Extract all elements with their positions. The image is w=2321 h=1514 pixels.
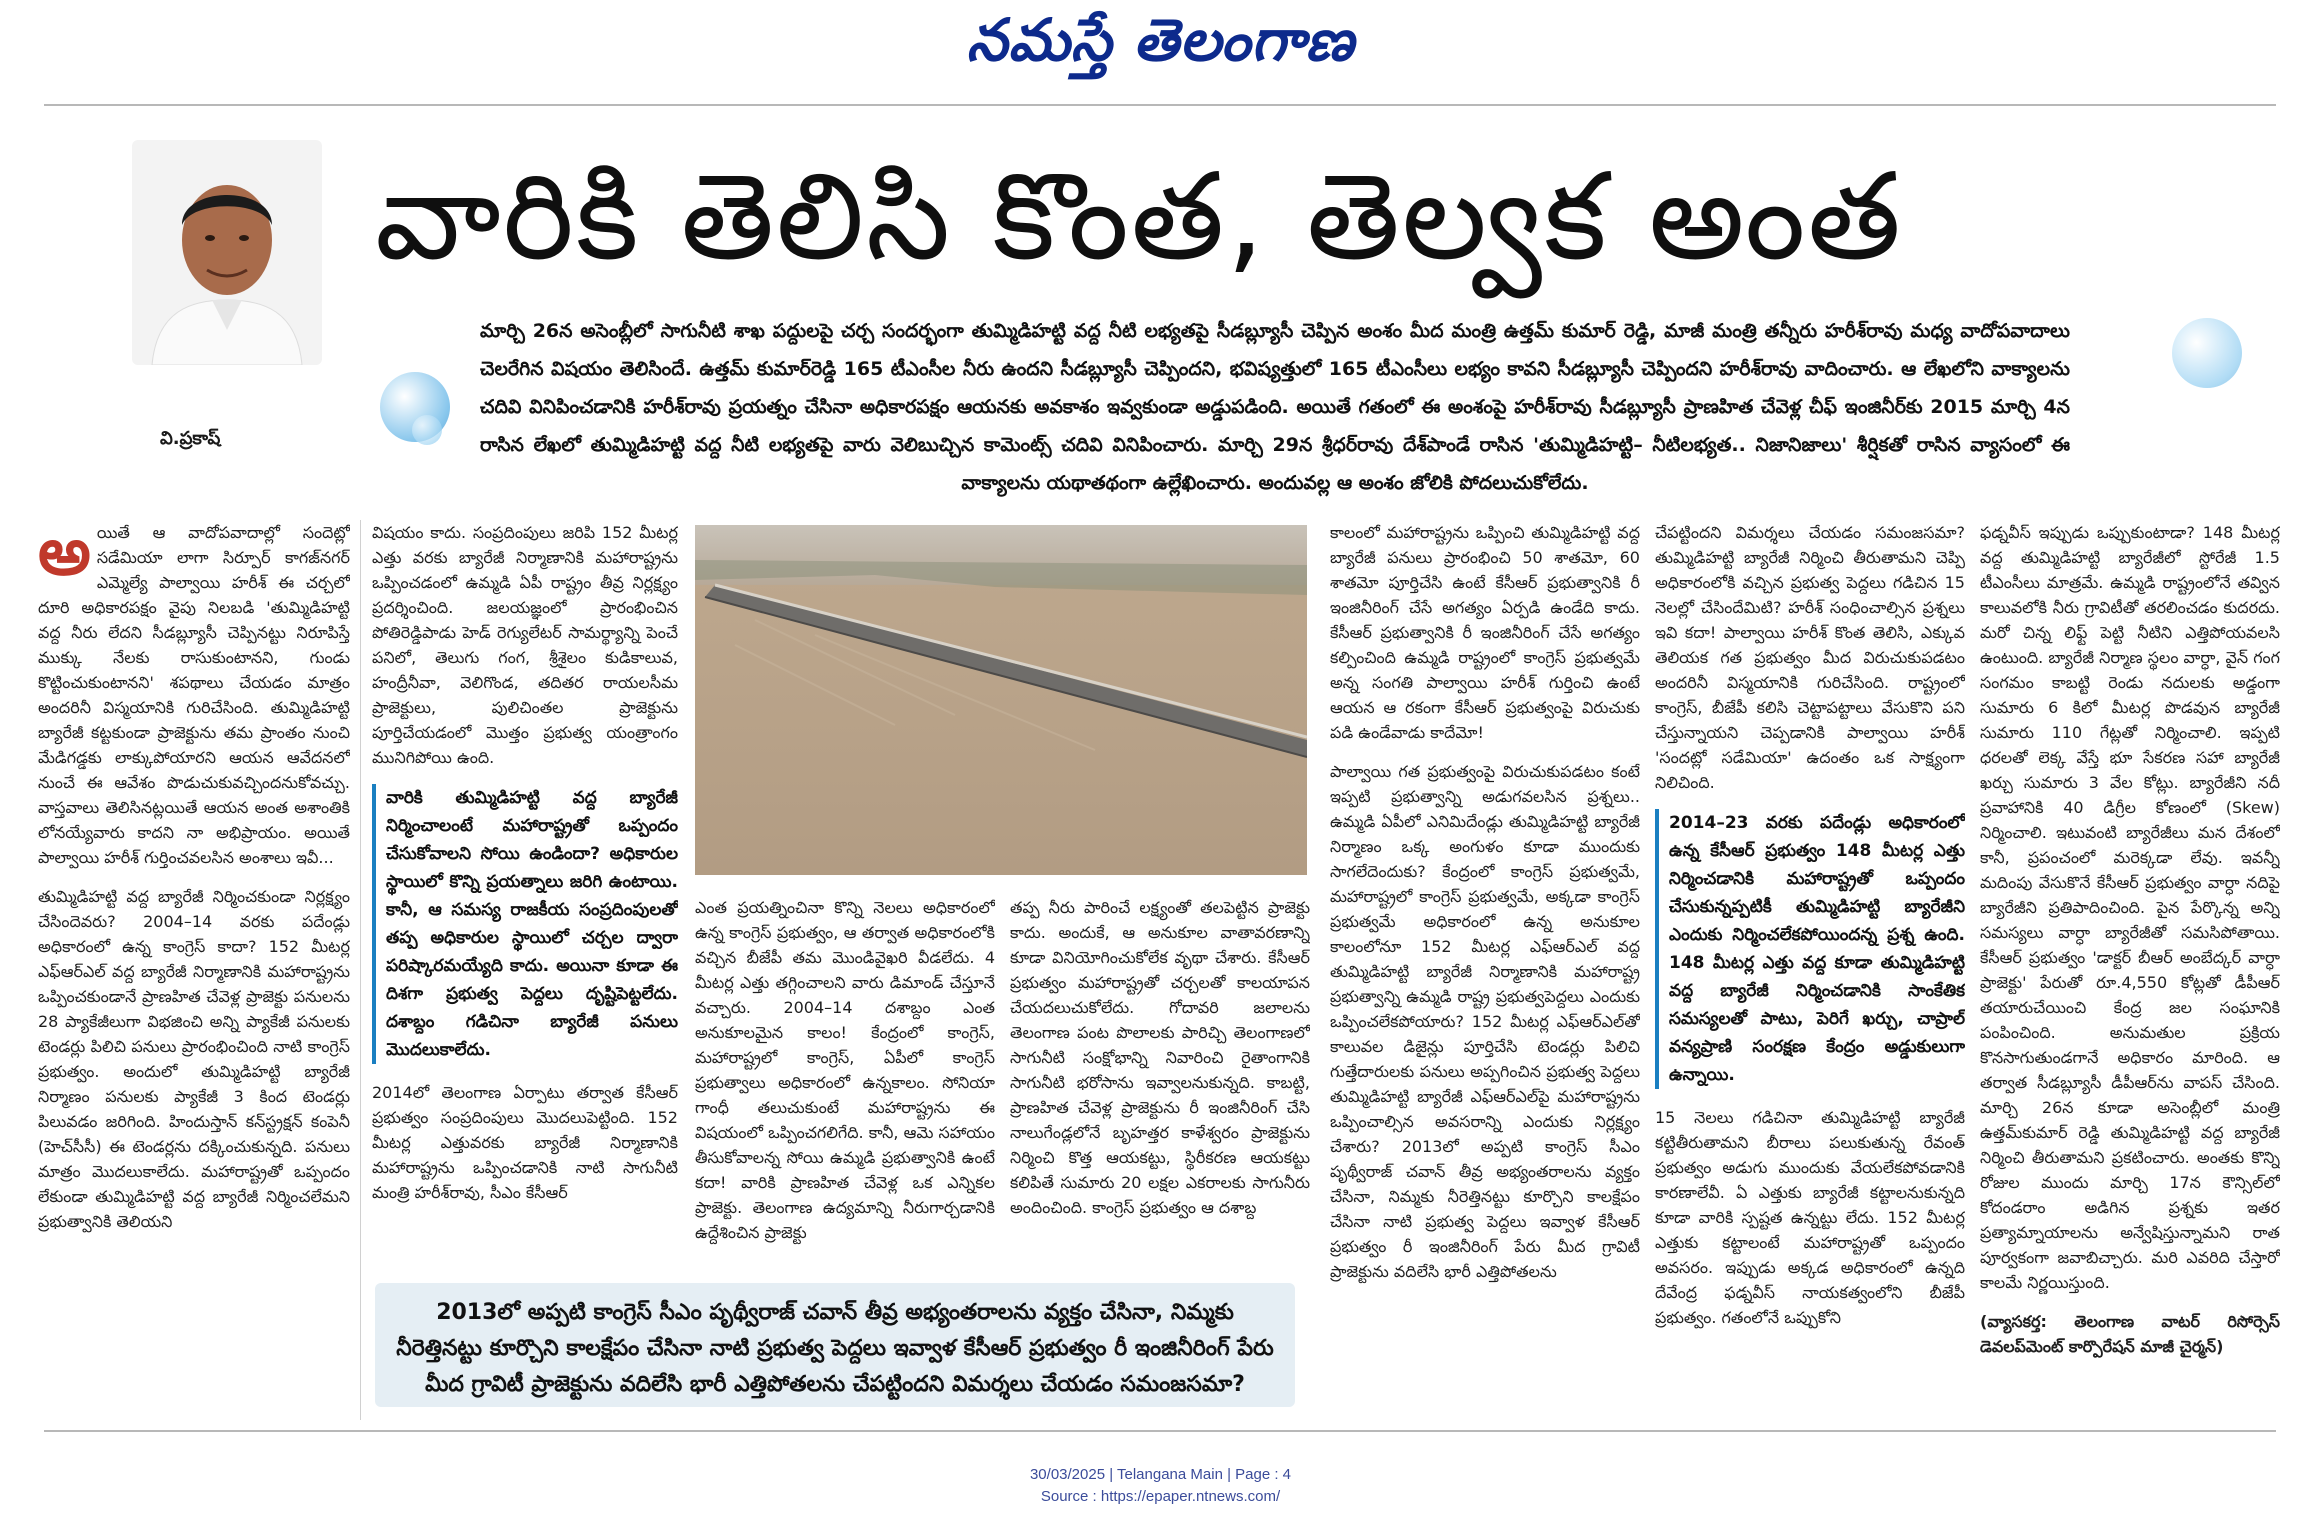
column-3 [695,895,995,1280]
footer-date-page: 30/03/2025 | Telangana Main | Page : 4 [1029,1466,1292,1483]
column-divider [360,520,361,1420]
column-1 [38,520,350,1420]
column-7 [1980,520,2280,1420]
headline: వారికి తెలిసి కొంత, తెల్వక అంత [375,148,1903,287]
column-7-para-1: ఫడ్నవీస్ ఇప్పుడు ఒప్పుకుంటాడా? 148 మీటర్ల వద్ద తుమ్మిడిహట్టి బ్యారేజీలో స్టోరేజీ 1.5 టీఎంసీలు మాత్రమే. ఉమ్మడి రాష్ట్రంలోనే తవ్విన కాలువలోకి నీరు గ్రావిటీతో తరలించడం కుదరదు. మరో చిన్న లిఫ్ట్ పెట్టి నీటిని ఎత్తిపోయవలసి ఉంటుంది. బ్యారేజీ నిర్మాణ స్థలం వార్ధా, వైన్ గంగ సంగమం కాబట్టి రెండు నదులకు అడ్డంగా సుమారు 6 కిలో మీటర్ల పొడవున బ్యారేజీ సుమారు 110 గేట్లతో నిర్మించాలి. ఇప్పటి ధరలతో లెక్క వేస్తే భూ సేకరణ సహా బ్యారేజీ ఖర్చు సుమారు 3 వేల కోట్లు. బ్యారేజీని నదీ ప్రవాహానికి 40 డిగ్రీల కోణంలో (Skew) నిర్మించాలి. ఇటువంటి బ్యారేజీలు మన దేశంలో కానీ, ప్రపంచంలో మరెక్కడా లేవు. ఇవన్నీ మదింపు వేసుకొనే కేసీఆర్ ప్రభుత్వం వార్ధా నదిపై బ్యారేజీని ప్రతిపాదించింది. పైన పేర్కొన్న అన్ని సమస్యలు వార్ధా బ్యారేజీతో సమసిపోతాయి. కేసీఆర్ ప్రభుత్వం 'డాక్టర్ బీఆర్ అంబేద్కర్ వార్ధా ప్రాజెక్టు' పేరుతో రూ.4,550 కోట్లతో డీపీఆర్ తయారుచేయించి కేంద్ర జల సంఘానికి పంపించింది. అనుమతుల ప్రక్రియ కొనసాగుతుండగానే అధికారం మారింది. ఆ తర్వాత సీడబ్ల్యూసీ డీపీఆర్‌ను వాపస్ చేసింది. మార్చి 26న కూడా అసెంబ్లీలో మంత్రి ఉత్తమ్‌కుమార్ రెడ్డి తుమ్మిడిహట్టి వద్ద బ్యారేజీ నిర్మించి తీరుతామని ప్రకటించారు. అంతకు కొన్ని రోజుల ముందు మార్చి 17న కౌన్సిల్‌లో కోదండరాం అడిగిన ప్రశ్నకు ఇతర ప్రత్యామ్నాయాలను అన్వేషిస్తున్నామని రాత పూర్వకంగా జవాబిచ్చారు. మరి ఎవరిది చేస్తారో కాలమే నిర్ణయిస్తుంది. [1980,523,2280,1292]
drop-cap: అ [38,520,91,590]
column-6-para-1: చేపట్టిందని విమర్శలు చేయడం సమంజసమా? తుమ్మిడిహట్టి బ్యారేజీ నిర్మించి తీరుతామని చెప్పి అధికారంలోకి వచ్చిన ప్రభుత్వ పెద్దలు గడిచిన 15 నెలల్లో చేసిందేమిటి? హరీశ్ సంధించాల్సిన ప్రశ్నలు ఇవి కదా! పాల్వాయి హరీశ్ కొంత తెలిసి, ఎక్కువ తెలియక గత ప్రభుత్వం మీద విరుచుకుపడటం అందరినీ విస్మయానికి గురిచేసింది. రాష్ట్రంలో కాంగ్రెస్, బీజేపీ కలిసి చెట్టాపట్టాలు వేసుకొని పని చేస్తున్నాయని చెప్పడానికి పాల్వాయి హరీశ్ 'సందట్లో సడేమియా' ఉదంతం ఒక సాక్ష్యంగా నిలిచింది. [1655,523,1965,792]
pull-quote-1: వారికి తుమ్మిడిహట్టి వద్ద బ్యారేజీ నిర్మించాలంటే మహారాష్ట్రతో ఒప్పందం చేసుకోవాలని సోయి ఉండిందా? అధికారుల స్థాయిలో కొన్ని ప్రయత్నాలు జరిగి ఉంటాయి. కానీ, ఆ సమస్య రాజకీయ సంప్రదింపులతో తప్ప అధికారుల స్థాయిలో చర్చల ద్వారా పరిష్కారమయ్యేది కాదు. అయినా కూడా ఈ దిశగా ప్రభుత్వ పెద్దలు దృష్టిపెట్టలేదు. దశాబ్దం గడిచినా బ్యారేజీ పనులు మొదలుకాలేదు. [372,784,678,1064]
column-6 [1655,520,1965,1420]
masthead: నమస్తే తెలంగాణ [966,6,1355,74]
column-2 [372,520,678,1280]
footer-source: Source : https://epaper.ntnews.com/ [1040,1488,1281,1505]
column-4-para-1: తప్ప నీరు పారించే లక్ష్యంతో తలపెట్టిన ప్రాజెక్టు కాదు. అందుకే, ఆ అనుకూల వాతావరణాన్ని కూడా వినియోగించుకోలేక వృథా చేశారు. కేసీఆర్ ప్రభుత్వం మహారాష్ట్రతో చర్చలతో కాలయాపన చేయదలుచుకోలేదు. గోదావరి జలాలను తెలంగాణ పంట పొలాలకు పారిచ్చి తెలంగాణలో సాగునీటి సంక్షోభాన్ని నివారించి రైతాంగానికి సాగునీటి భరోసాను ఇవ్వాలనుకున్నది. కాబట్టి, ప్రాణహిత చేవెళ్ల ప్రాజెక్టును రీ ఇంజినీరింగ్ చేసి నాలుగేండ్లలోనే బృహత్తర కాళేశ్వరం ప్రాజెక్టును నిర్మించి కొత్త ఆయకట్టు, స్థిరీకరణ ఆయకట్టు కలిపితే సుమారు 20 లక్షల ఎకరాలకు సాగునీరు అందించింది. కాంగ్రెస్ ప్రభుత్వం ఆ దశాబ్ద [1010,898,1310,1217]
column-5-para-1: కాలంలో మహారాష్ట్రను ఒప్పించి తుమ్మిడిహట్టి వద్ద బ్యారేజీ పనులు ప్రారంభించి 50 శాతమో, 60 శాతమో పూర్తిచేసి ఉంటే కేసీఆర్ ప్రభుత్వానికి రీ ఇంజినీరింగ్ చేసే అగత్యం ఏర్పడి ఉండేది కాదు. కేసీఆర్ ప్రభుత్వానికి రీ ఇంజినీరింగ్ చేసే అగత్యం కల్పించింది ఉమ్మడి రాష్ట్రంలో కాంగ్రెస్ ప్రభుత్వమే అన్న సంగతి పాల్వాయి హరీశ్ గుర్తించి ఉంటే ఆయన ఆ రకంగా కేసీఆర్ ప్రభుత్వంపై విరుచుకు పడి ఉండేవాడు కాదేమో! [1330,523,1640,742]
column-2-para-2: 2014లో తెలంగాణ ఏర్పాటు తర్వాత కేసీఆర్ ప్రభుత్వం సంప్రదింపులు మొదలుపెట్టింది. 152 మీటర్ల ఎత్తువరకు బ్యారేజీ నిర్మాణానికి మహారాష్ట్రను ఒప్పించడానికి నాటి సాగునీటి మంత్రి హరీశ్‌రావు, సీఎం కేసీఆర్ [372,1083,678,1202]
highlight-box: 2013లో అప్పటి కాంగ్రెస్ సీఎం పృథ్వీరాజ్ చవాన్ తీవ్ర అభ్యంతరాలను వ్యక్తం చేసినా, నిమ్మకు నీరెత్తినట్టు కూర్చొని కాలక్షేపం చేసినా నాటి ప్రభుత్వ పెద్దలు ఇవ్వాళ కేసీఆర్ ప్రభుత్వం రీ ఇంజినీరింగ్ పేరు మీద గ్రావిటీ ప్రాజెక్టును వదిలేసి భారీ ఎత్తిపోతలను చేపట్టిందని విమర్శలు చేయడం సమంజసమా? [375,1283,1295,1407]
column-2-para-1: విషయం కాదు. సంప్రదింపులు జరిపి 152 మీటర్ల ఎత్తు వరకు బ్యారేజీ నిర్మాణానికి మహారాష్ట్రను ఒప్పించడంలో ఉమ్మడి ఏపీ రాష్ట్రం తీవ్ర నిర్లక్ష్యం ప్రదర్శించింది. జలయజ్ఞంలో ప్రారంభించిన పోతిరెడ్డిపాడు హెడ్ రెగ్యులేటర్ సామర్థ్యాన్ని పెంచే పనిలో, తెలుగు గంగ, శ్రీశైలం కుడికాలువ, హంద్రీనీవా, వెలిగొండ, తదితర రాయలసీమ ప్రాజెక్టులు, పులిచింతల ప్రాజెక్టును పూర్తిచేయడంలో మొత్తం ప్రభుత్వ యంత్రాంగం మునిగిపోయి ఉంది. [372,523,678,767]
masthead-divider [44,104,2276,106]
author-bio: (వ్యాసకర్త: తెలంగాణ వాటర్ రిసోర్సెస్ డెవలప్‌మెంట్ కార్పొరేషన్ మాజీ చైర్మన్) [1980,1312,2280,1356]
author-photo [132,140,322,365]
footer-divider [44,1430,2276,1432]
column-6-para-2: 15 నెలలు గడిచినా తుమ్మిడిహట్టి బ్యారేజీ కట్టితీరుతామని బీరాలు పలుకుతున్న రేవంత్ ప్రభుత్వం అడుగు ముందుకు వేయలేకపోవడానికి కారణాలేవీ. ఏ ఎత్తుకు బ్యారేజీ కట్టాలనుకున్నది కూడా వారికి స్పష్టత ఉన్నట్టు లేదు. 152 మీటర్ల ఎత్తుకు కట్టాలంటే మహారాష్ట్రతో ఒప్పందం అవసరం. ఇప్పుడు అక్కడ అధికారంలో ఉన్నది దేవేంద్ర ఫడ్నవీస్ నాయకత్వంలోని బీజేపీ ప్రభుత్వం. గతంలోనే ఒప్పుకోని [1655,1108,1965,1327]
column-5-para-2: పాల్వాయి గత ప్రభుత్వంపై విరుచుకుపడటం కంటే ఇప్పటి ప్రభుత్వాన్ని అడుగవలసిన ప్రశ్నలు.. ఉమ్మడి ఏపీలో ఎనిమిదేండ్లు తుమ్మిడిహట్టి బ్యారేజీ నిర్మాణం ఒక్క అంగుళం కూడా ముందుకు సాగలేదెందుకు? కేంద్రంలో కాంగ్రెస్ ప్రభుత్వమే, మహారాష్ట్రలో కాంగ్రెస్ ప్రభుత్వమే, అక్కడా కాంగ్రెస్ ప్రభుత్వమే అధికారంలో ఉన్న అనుకూల కాలంలోనూ 152 మీటర్ల ఎఫ్‌ఆర్‌ఎల్ వద్ద తుమ్మిడిహట్టి బ్యారేజీ నిర్మాణానికి మహారాష్ట్ర ప్రభుత్వాన్ని ఉమ్మడి రాష్ట్ర ప్రభుత్వపెద్దలు ఎందుకు ఒప్పించలేకపోయారు? 152 మీటర్ల ఎఫ్‌ఆర్‌ఎల్‌తో కాలువల డిజైన్లు పూర్తిచేసి టెండర్లు పిలిచి గుత్తేదారులకు పనులు అప్పగించిన ప్రభుత్వ పెద్దలు తుమ్మిడిహట్టి బ్యారేజీ ఎఫ్‌ఆర్‌ఎల్‌పై మహారాష్ట్రను ఒప్పించాల్సిన అవసరాన్ని ఎందుకు నిర్లక్ష్యం చేశారు? 2013లో అప్పటి కాంగ్రెస్ సీఎం పృథ్వీరాజ్ చవాన్ తీవ్ర అభ్యంతరాలను వ్యక్తం చేసినా, నిమ్మకు నీరెత్తినట్టు కూర్చొని కాలక్షేపం చేసినా నాటి ప్రభుత్వ పెద్దలు ఇవ్వాళ కేసీఆర్ ప్రభుత్వం రీ ఇంజినీరింగ్ పేరు మీద గ్రావిటీ ప్రాజెక్టును వదిలేసి భారీ ఎత్తిపోతలను [1330,762,1640,1281]
column-1-para-1: యితే ఆ వాదోపవాదాల్లో సందెట్లో సడేమియా లాగా సిర్పూర్ కాగజ్‌నగర్ ఎమ్మెల్యే పాల్వాయి హరీశ్ ఈ చర్చలో దూరి అధికారపక్షం వైపు నిలబడి 'తుమ్మిడిహట్టి వద్ద నీరు లేదని సీడబ్ల్యూసీ చెప్పినట్టు నిరూపిస్తే ముక్కు నేలకు రాసుకుంటానని, గుండు కొట్టించుకుంటానని' శపథాలు చేయడం మాత్రం అందరినీ విస్మయానికి గురిచేసింది. తుమ్మిడిహట్టి బ్యారేజీ కట్టకుండా ప్రాజెక్టును తమ ప్రాంతం నుంచి మేడిగడ్డకు లాక్కుపోయారని ఆయన ఆవేదనలో నుంచే ఈ ఆవేశం పొడుచుకువచ్చిందనుకోవచ్చు. వాస్తవాలు తెలిసినట్లయితే ఆయన అంత అశాంతికి లోనయ్యేవారు కాదని నా అభిప్రాయం. అయితే పాల్వాయి హరీశ్ గుర్తించవలసిన అంశాలు ఇవీ... [38,523,350,867]
intro-paragraph: మార్చి 26న అసెంబ్లీలో సాగునీటి శాఖ పద్దులపై చర్చ సందర్భంగా తుమ్మిడిహట్టి వద్ద నీటి లభ్యతపై సీడబ్ల్యూసీ చెప్పిన అంశం మీద మంత్రి ఉత్తమ్ కుమార్ రెడ్డి, మాజీ మంత్రి తన్నీరు హరీశ్‌రావు మధ్య వాదోపవాదాలు చెలరేగిన విషయం తెలిసిందే. ఉత్తమ్ కుమార్‌రెడ్డి 165 టీఎంసీల నీరు ఉందని సీడబ్ల్యూసీ చెప్పిందని, భవిష్యత్తులో 165 టీఎంసీలు లభ్యం కావని సీడబ్ల్యూసీ చెప్పిందని హరీశ్‌రావు వాదించారు. ఆ లేఖలోని వాక్యాలను చదివి వినిపించడానికి హరీశ్‌రావు ప్రయత్నం చేసినా అధికారపక్షం ఆయనకు అవకాశం ఇవ్వకుండా అడ్డుపడింది. అయితే గతంలో ఈ అంశంపై హరీశ్‌రావు సీడబ్ల్యూసీ ప్రాణహిత చేవెళ్ల చీఫ్ ఇంజినీర్‌కు 2015 మార్చి 4న రాసిన లేఖలో తుమ్మిడిహట్టి వద్ద నీటి లభ్యతపై వారు వెలిబుచ్చిన కామెంట్స్ చదివి వినిపించారు. మార్చి 29న శ్రీధర్‌రావు దేశ్‌పాండే రాసిన 'తుమ్మిడిహట్టి– నీటిలభ్యత.. నిజానిజాలు' శీర్షికతో రాసిన వ్యాసంలో ఈ వాక్యాలను యథాతథంగా ఉల్లేఖించారు. అందువల్ల ఆ అంశం జోలికి పోదలుచుకోలేదు. [480,320,2070,494]
column-4 [1010,895,1310,1280]
author-name: వి.ప్రకాష్ [160,428,221,449]
pull-quote-2: 2014–23 వరకు పదేండ్లు అధికారంలో ఉన్న కేసీఆర్ ప్రభుత్వం 148 మీటర్ల ఎత్తు నిర్మించడానికి మహారాష్ట్రతో ఒప్పందం చేసుకున్నప్పటికీ తుమ్మిడిహట్టి బ్యారేజీని ఎందుకు నిర్మించలేకపోయిందన్న ప్రశ్న ఉంది. 148 మీటర్ల ఎత్తు వద్ద కూడా తుమ్మిడిహట్టి వద్ద బ్యారేజీ నిర్మించడానికి సాంకేతిక సమస్యలతో పాటు, పెరిగే ఖర్చు, చాప్రాల్ వన్యప్రాణి సంరక్షణ కేంద్రం అడ్డుకులుగా ఉన్నాయి. [1655,809,1965,1089]
decor-bubble-right [2172,318,2242,388]
column-3-para-1: ఎంత ప్రయత్నించినా కొన్ని నెలలు అధికారంలో ఉన్న కాంగ్రెస్ ప్రభుత్వం, ఆ తర్వాత అధికారంలోకి వచ్చిన బీజేపీ తమ మొండివైఖరి వీడలేదు. 4 మీటర్ల ఎత్తు తగ్గించాలని వారు డిమాండ్ చేస్తూనే వచ్చారు. 2004–14 దశాబ్దం ఎంత అనుకూలమైన కాలం! కేంద్రంలో కాంగ్రెస్, మహారాష్ట్రలో కాంగ్రెస్, ఏపీలో కాంగ్రెస్ ప్రభుత్వాలు అధికారంలో ఉన్నకాలం. సోనియా గాంధీ తలుచుకుంటే మహారాష్ట్రను ఈ విషయంలో ఒప్పించగలిగేది. కానీ, ఆమె సహాయం తీసుకోవాలన్న సోయి ఉమ్మడి ప్రభుత్వానికి ఉంటే కదా! వారికి ప్రాణహిత చేవెళ్ల ఒక ఎన్నికల ప్రాజెక్టు. తెలంగాణ ఉద్యమాన్ని నీరుగార్చడానికి ఉద్దేశించిన ప్రాజెక్టు [695,898,995,1242]
decor-bubble-left-small [412,415,442,445]
column-1-para-2: తుమ్మిడిహట్టి వద్ద బ్యారేజీ నిర్మించకుండా నిర్లక్ష్యం చేసిందెవరు? 2004–14 వరకు పదేండ్లు అధికారంలో ఉన్న కాంగ్రెస్ కాదా? 152 మీటర్ల ఎఫ్‌ఆర్‌ఎల్ వద్ద బ్యారేజీ నిర్మాణానికి మహారాష్ట్రను ఒప్పించకుండానే ప్రాణహిత చేవెళ్ల ప్రాజెక్టు పనులను 28 ప్యాకేజీలుగా విభజించి అన్ని ప్యాకేజీ పనులకు టెండర్లు పిలిచి పనులు ప్రారంభించింది నాటి కాంగ్రెస్ ప్రభుత్వం. అందులో తుమ్మిడిహట్టి బ్యారేజీ నిర్మాణం పనులకు ప్యాకేజీ 3 కింద టెండర్లు పిలువడం జరిగింది. హిందుస్తాన్ కన్‌స్ట్రక్షన్ కంపెనీ (హెచ్‌సీసీ) ఈ టెండర్లను దక్కించుకున్నది. పనులు మాత్రం మొదలుకాలేదు. మహారాష్ట్రతో ఒప్పందం లేకుండా తుమ్మిడిహట్టి వద్ద బ్యారేజీ నిర్మించలేమని ప్రభుత్వానికి తెలియని [38,887,350,1231]
column-5 [1330,520,1640,1420]
barrage-photo [695,525,1307,875]
